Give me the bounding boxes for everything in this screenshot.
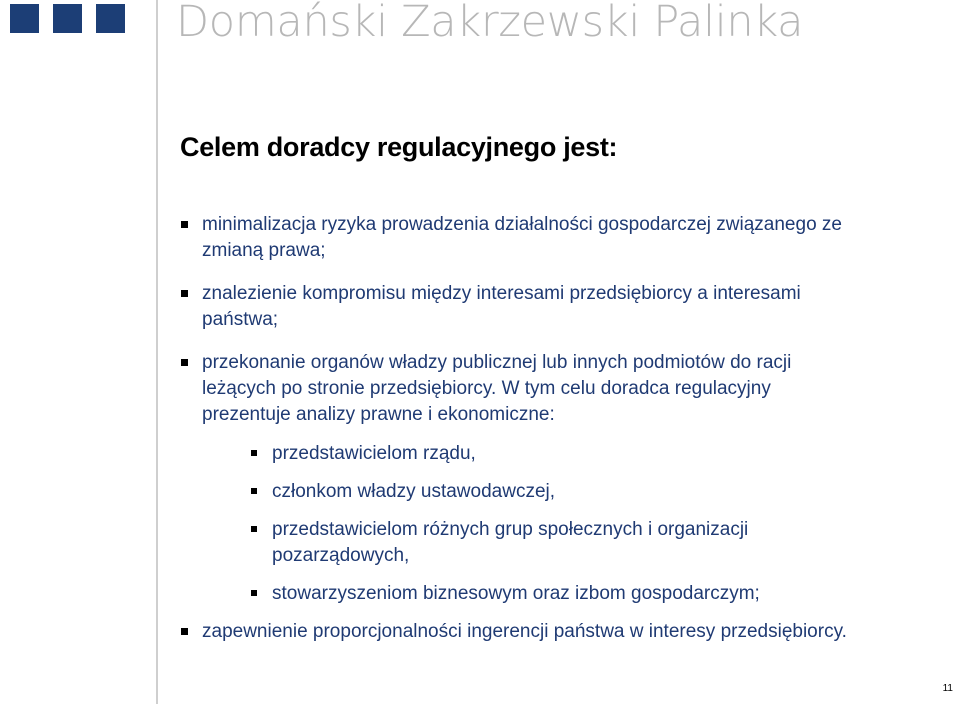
bullet-item (180, 212, 860, 264)
sub-bullet-item (250, 479, 860, 505)
brand-name: Domański Zakrzewski Palinka (176, 0, 804, 47)
vertical-divider (156, 0, 158, 704)
sub-bullet-item (250, 441, 860, 467)
logo-square-2 (53, 4, 82, 33)
sub-bullet-text: stowarzyszeniom biznesowym oraz izbom gospodarczym; (272, 583, 760, 604)
bullet-text: przekonanie organów władzy publicznej lub innych podmiotów do racji leżących po stronie przedsiębiorcy. W tym celu doradca regulacyjny prezentuje analizy prawne i ekonomiczne: (202, 352, 792, 425)
sub-bullet-text: przedstawicielom różnych grup społecznych i organizacji pozarządowych, (272, 519, 749, 566)
logo-square-1 (10, 4, 39, 33)
bullet-text: minimalizacja ryzyka prowadzenia działalności gospodarczej związanego ze zmianą prawa; (202, 214, 842, 261)
logo-square-3 (96, 4, 125, 33)
page-number: 11 (942, 683, 953, 694)
bullet-item (180, 281, 860, 333)
bullet-text: znalezienie kompromisu między interesami przedsiębiorcy a interesami państwa; (202, 283, 801, 330)
bullet-item (180, 350, 860, 607)
bullet-text: zapewnienie proporcjonalności ingerencji państwa w interesy przedsiębiorcy. (202, 621, 847, 642)
sub-bullet-text: członkom władzy ustawodawczej, (272, 481, 556, 502)
sub-bullet-item (250, 581, 860, 607)
sub-bullet-list (202, 441, 860, 607)
logo-squares (10, 4, 125, 33)
bullet-item (180, 619, 860, 645)
slide-title: Celem doradcy regulacyjnego jest: (180, 132, 618, 162)
bullet-list (180, 212, 860, 662)
sub-bullet-item (250, 517, 860, 569)
sub-bullet-text: przedstawicielom rządu, (272, 443, 476, 464)
